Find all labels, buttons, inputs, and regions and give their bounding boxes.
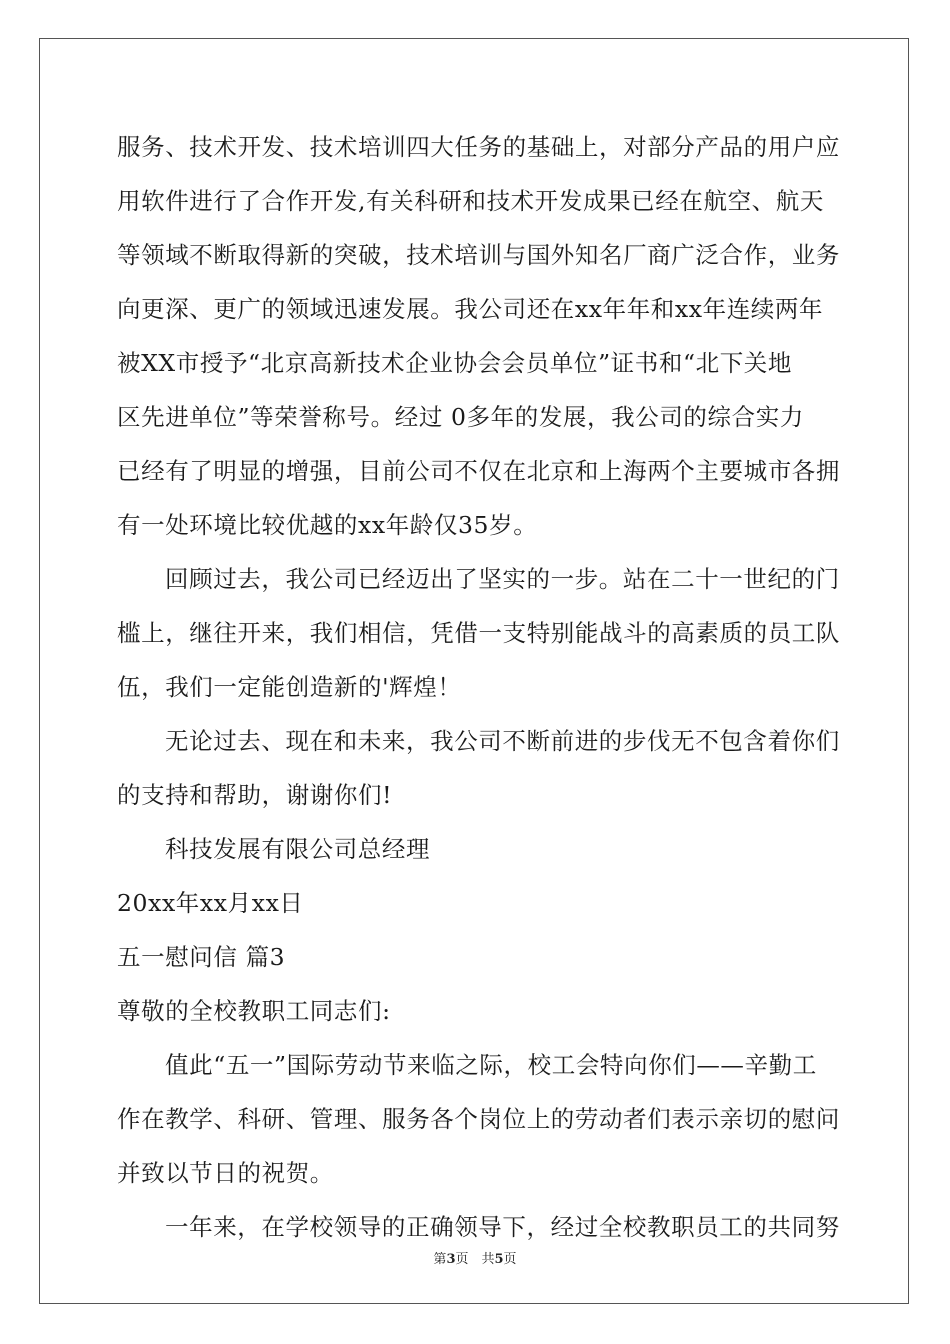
- signature-line: 科技发展有限公司总经理: [165, 835, 431, 863]
- total-page-number: 5: [494, 1252, 504, 1267]
- paragraph-line: 区先进单位”等荣誉称号。经过 0多年的发展，我公司的综合实力: [117, 403, 804, 431]
- paragraph-line: 被XX市授予“北京高新技术企业协会会员单位”证书和“北下关地: [117, 349, 793, 377]
- paragraph-line: 槛上，继往开来，我们相信，凭借一支特别能战斗的高素质的员工队: [117, 619, 840, 647]
- paragraph-line: 作在教学、科研、管理、服务各个岗位上的劳动者们表示亲切的慰问: [117, 1105, 840, 1133]
- salutation-line: 尊敬的全校教职工同志们:: [117, 997, 391, 1025]
- paragraph-line: 等领域不断取得新的突破，技术培训与国外知名厂商广泛合作，业务: [117, 241, 840, 269]
- paragraph-line: 值此“五一”国际劳动节来临之际，校工会特向你们——辛勤工: [165, 1051, 817, 1079]
- paragraph-line: 用软件进行了合作开发,有关科研和技术开发成果已经在航空、航天: [117, 187, 824, 215]
- paragraph-line: 服务、技术开发、技术培训四大任务的基础上，对部分产品的用户应: [117, 133, 840, 161]
- paragraph-line: 向更深、更广的领域迅速发展。我公司还在xx年年和xx年连续两年: [117, 295, 824, 323]
- page-mid: 页 共: [455, 1252, 495, 1267]
- page-prefix: 第: [433, 1252, 447, 1267]
- paragraph-line: 已经有了明显的增强，目前公司不仅在北京和上海两个主要城市各拥: [117, 457, 840, 485]
- paragraph-line: 有一处环境比较优越的xx年龄仅35岁。: [117, 511, 538, 539]
- paragraph-line: 并致以节日的祝贺。: [117, 1159, 334, 1187]
- paragraph-line: 无论过去、现在和未来，我公司不断前进的步伐无不包含着你们: [165, 727, 840, 755]
- page-footer: [0, 1248, 950, 1267]
- paragraph-line: 伍，我们一定能创造新的'辉煌！: [117, 673, 462, 701]
- paragraph-line: 一年来，在学校领导的正确领导下，经过全校教职员工的共同努: [165, 1213, 840, 1241]
- paragraph-line: 回顾过去，我公司已经迈出了坚实的一步。站在二十一世纪的门: [165, 565, 840, 593]
- paragraph-line: 的支持和帮助，谢谢你们!: [117, 781, 393, 809]
- date-line: 20xx年xx月xx日: [117, 889, 304, 917]
- document-body: [117, 128, 840, 1246]
- page-suffix: 页: [503, 1252, 517, 1267]
- current-page-number: 3: [446, 1252, 456, 1267]
- section-heading: 五一慰问信 篇3: [117, 943, 286, 971]
